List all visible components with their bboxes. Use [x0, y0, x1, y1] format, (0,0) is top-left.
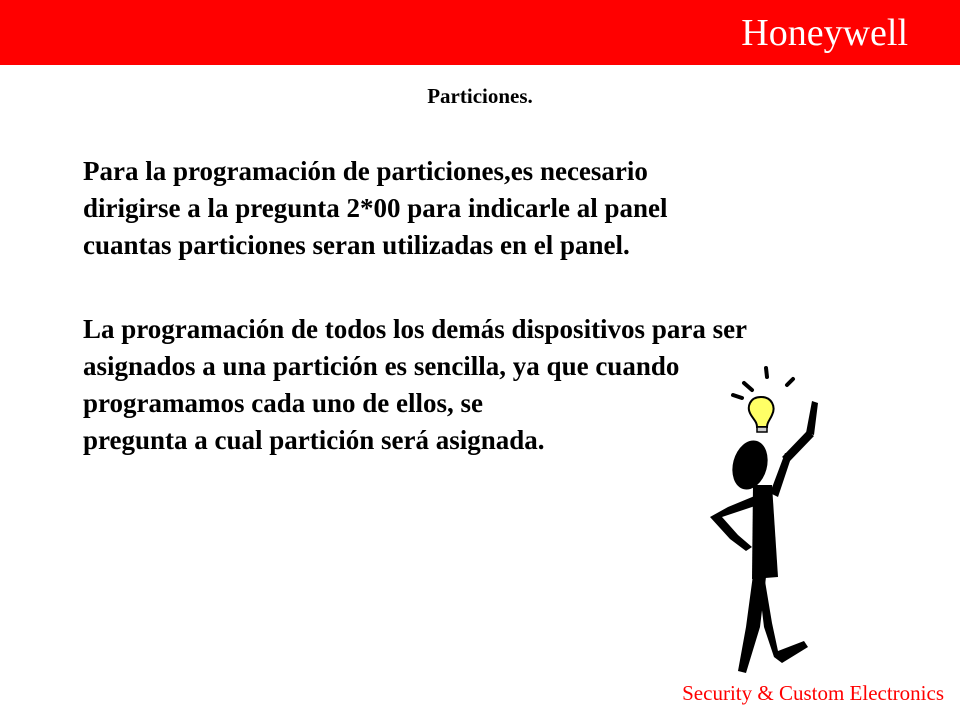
idea-rays-icon	[733, 368, 793, 398]
paragraph-device-assignment	[83, 311, 747, 459]
paragraph-line: dirigirse a la pregunta 2*00 para indicarle al panel	[83, 193, 668, 223]
paragraph-line: asignados a una partición es sencilla, ya que cuando	[83, 351, 680, 381]
paragraph-line: programamos cada uno de ellos, se	[83, 388, 484, 418]
paragraph-line: pregunta a cual partición será asignada.	[83, 425, 545, 455]
footer-tagline: Security & Custom Electronics	[682, 681, 944, 705]
brand-logo: Honeywell	[741, 12, 908, 54]
stick-figure-idea-bulb-icon	[700, 365, 860, 685]
header-bar	[0, 0, 960, 65]
paragraph-line: Para la programación de particiones,es necesario	[83, 156, 648, 186]
paragraph-partition-setup	[83, 153, 668, 264]
paragraph-line: cuantas particiones seran utilizadas en el panel.	[83, 230, 630, 260]
slide-title: Particiones.	[427, 84, 533, 108]
paragraph-line: La programación de todos los demás dispositivos para ser	[83, 314, 748, 344]
light-bulb-icon	[749, 397, 774, 432]
